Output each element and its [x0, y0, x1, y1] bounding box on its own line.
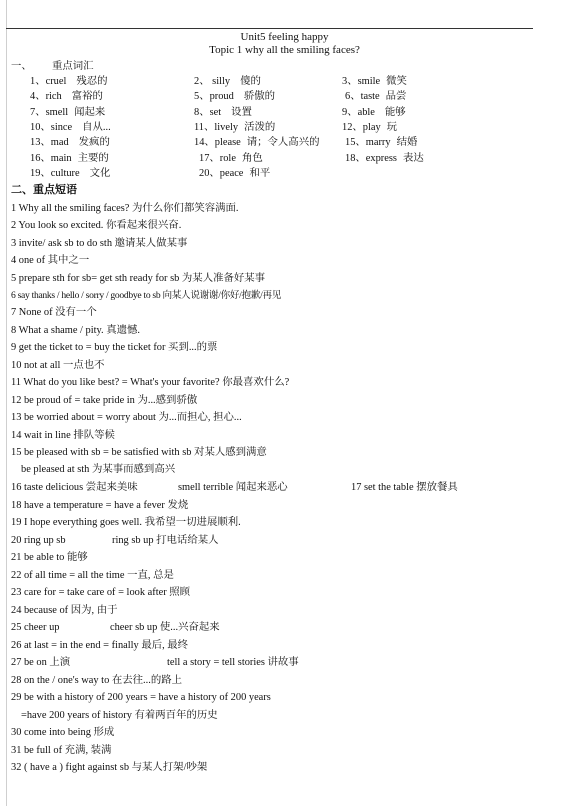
vocab-item: 14、please 请；令人高兴的 [194, 137, 320, 148]
phrase-item: 22 of all time = all the time 一直, 总是 [11, 570, 174, 581]
vocab-item: 1、cruel 残忍的 [30, 76, 108, 87]
phrase-item: 10 not at all 一点也不 [11, 360, 105, 371]
phrase-item: 4 one of 其中之一 [11, 255, 90, 266]
phrase-item: 15 be pleased with sb = be satisfied with sb 对某人感到满意 [11, 447, 267, 458]
phrase-item: smell terrible 闻起来恶心 [178, 482, 288, 493]
phrase-item: =have 200 years of history 有着两百年的历史 [21, 710, 218, 721]
vocab-item: 8、set 设置 [194, 107, 252, 118]
phrase-item: 13 be worried about = worry about 为...而担心, 担心... [11, 412, 242, 423]
topic-title: Topic 1 why all the smiling faces? [209, 44, 360, 56]
phrase-item: 11 What do you like best? = What's your favorite? 你最喜欢什么? [11, 377, 290, 388]
vocab-item: 11、lively 活泼的 [194, 122, 276, 133]
phrase-item: 20 ring up sb [11, 535, 66, 546]
phrase-item: 17 set the table 摆放餐具 [351, 482, 458, 493]
vocab-item: 3、smile 微笑 [342, 76, 407, 87]
vocab-item: 15、marry 结婚 [345, 137, 418, 148]
vocab-item: 20、peace 和平 [199, 168, 271, 179]
phrase-item: 27 be on 上演 [11, 657, 71, 668]
phrase-item: 6 say thanks / hello / sorry / goodbye to sb 向某人说谢谢/你好/抱歉/再见 [11, 290, 282, 301]
phrase-item: 26 at last = in the end = finally 最后, 最终 [11, 640, 189, 651]
phrase-item: ring sb up 打电话给某人 [112, 535, 219, 546]
phrase-item: 29 be with a history of 200 years = have a history of 200 years [11, 692, 271, 703]
section2-heading: 二、重点短语 [11, 184, 77, 196]
header-rule [6, 28, 533, 29]
section1-heading: 重点词汇 [52, 61, 94, 72]
phrase-item: 2 You look so excited. 你看起来很兴奋. [11, 220, 182, 231]
phrase-item: 25 cheer up [11, 622, 60, 633]
phrase-item: be pleased at sth 为某事而感到高兴 [21, 464, 176, 475]
phrase-item: 30 come into being 形成 [11, 727, 115, 738]
vocab-item: 6、taste 品尝 [345, 91, 407, 102]
phrase-item: 5 prepare sth for sb= get sth ready for sb 为某人准备好某事 [11, 273, 266, 284]
phrase-item: 3 invite/ ask sb to do sth 邀请某人做某事 [11, 238, 188, 249]
vocab-item: 19、culture 文化 [30, 168, 111, 179]
phrase-item: 23 care for = take care of = look after 照顾 [11, 587, 191, 598]
vocab-item: 4、rich 富裕的 [30, 91, 103, 102]
vocab-item: 12、play 玩 [342, 122, 398, 133]
vocab-item: 9、able 能够 [342, 107, 406, 118]
vocab-item: 2、 silly 傻的 [194, 76, 261, 87]
vocab-item: 5、proud 骄傲的 [194, 91, 275, 102]
phrase-item: 12 be proud of = take pride in 为...感到骄傲 [11, 395, 198, 406]
vocab-item: 17、role 角色 [199, 153, 263, 164]
phrase-item: 8 What a shame / pity. 真遗憾. [11, 325, 140, 336]
phrase-item: cheer sb up 使...兴奋起来 [110, 622, 220, 633]
phrase-item: 14 wait in line 排队等候 [11, 430, 115, 441]
phrase-item: 31 be full of 充满, 装满 [11, 745, 112, 756]
vocab-item: 16、main 主要的 [30, 153, 109, 164]
page-left-border [6, 0, 7, 806]
phrase-item: 18 have a temperature = have a fever 发烧 [11, 500, 189, 511]
phrase-item: 7 None of 没有一个 [11, 307, 97, 318]
vocab-item: 7、smell 闻起来 [30, 107, 106, 118]
vocab-item: 10、since 自从... [30, 122, 111, 133]
phrase-item: tell a story = tell stories 讲故事 [167, 657, 299, 668]
phrase-item: 9 get the ticket to = buy the ticket for 买到...的票 [11, 342, 218, 353]
phrase-item: 21 be able to 能够 [11, 552, 88, 563]
section1-number: 一、 [11, 61, 32, 72]
phrase-item: 24 because of 因为, 由于 [11, 605, 118, 616]
phrase-item: 28 on the / one's way to 在去往...的路上 [11, 675, 182, 686]
unit-title: Unit5 feeling happy [240, 31, 329, 43]
phrase-item: 1 Why all the smiling faces? 为什么你们都笑容满面. [11, 203, 239, 214]
phrase-item: 16 taste delicious 尝起来美味 [11, 482, 138, 493]
phrase-item: 19 I hope everything goes well. 我希望一切进展顺利. [11, 517, 241, 528]
phrase-item: 32 ( have a ) fight against sb 与某人打架/吵架 [11, 762, 208, 773]
vocab-item: 18、express 表达 [345, 153, 424, 164]
vocab-item: 13、mad 发疯的 [30, 137, 110, 148]
